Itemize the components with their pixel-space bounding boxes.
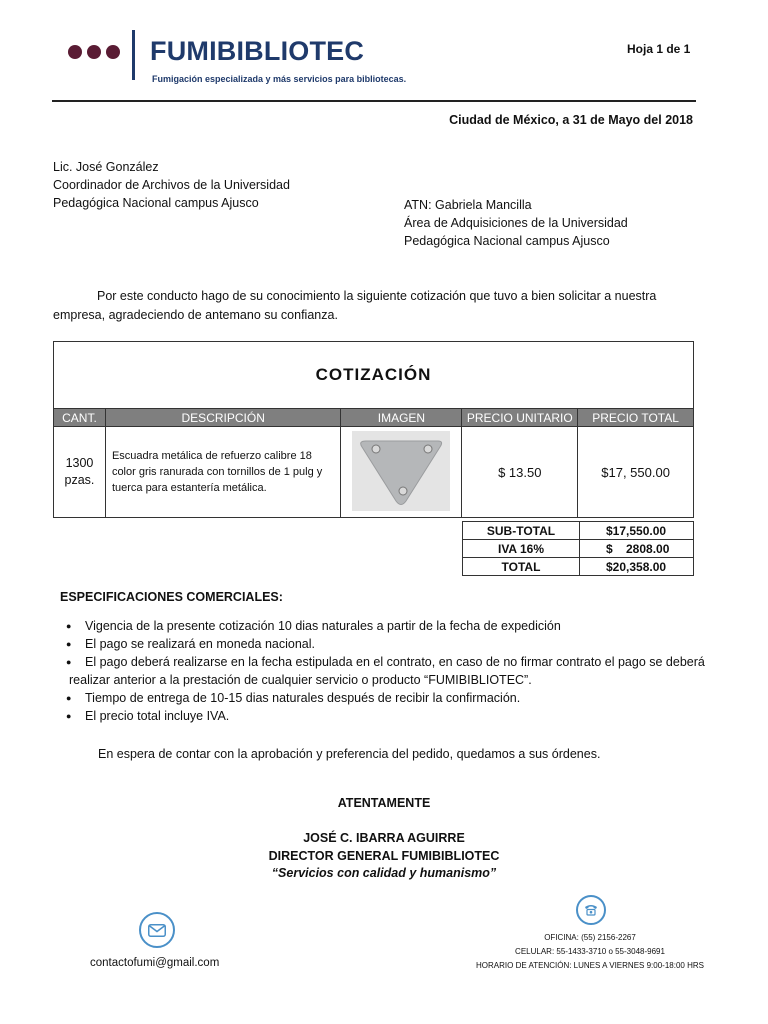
totals-table [462,521,694,576]
logo-dot [106,45,120,59]
logo-divider [132,30,135,80]
cell-phone: CELULAR: 55-1433-3710 o 55-3048-9691 [515,947,665,956]
column-header: CANT. [54,409,106,427]
list-item: ● Vigencia de la presente cotización 10 dias naturales a partir de la fecha de expedición [54,617,714,635]
totals-row [463,558,694,576]
column-header: DESCRIPCIÓN [105,409,341,427]
attention-block [404,196,628,250]
signer-name: JOSÉ C. IBARRA AGUIRRE [303,831,465,845]
recipient-line: Pedagógica Nacional campus Ajusco [53,196,259,210]
totals-value: $20,358.00 [580,558,694,576]
totals-label: IVA 16% [463,540,580,558]
envelope-icon [148,924,166,937]
logo-dot [68,45,82,59]
signer-position: DIRECTOR GENERAL FUMIBIBLIOTEC [268,849,500,863]
quantity-unit: pzas. [64,473,95,487]
logo-dots [68,45,120,59]
regards-label: ATENTAMENTE [337,796,431,810]
phone-icon [576,895,606,925]
intro-paragraph: Por este conducto hago de su conocimiento la siguiente cotización que tuvo a bien solicitar a nuestra empresa, agradeciendo de antemano su confianza. [53,289,657,322]
unit-price-cell: $ 13.50 [462,427,578,518]
attention-line: Pedagógica Nacional campus Ajusco [404,234,610,248]
quantity-cell [54,427,106,518]
quote-table [53,341,694,518]
company-name: FUMIBIBLIOTEC [150,36,365,66]
email-icon [139,912,175,948]
totals-label: TOTAL [463,558,580,576]
recipient-line: Coordinador de Archivos de la Universidad [53,178,290,192]
totals-value: $17,550.00 [580,522,694,540]
totals-row [463,522,694,540]
telephone-icon [584,904,598,916]
quantity-value: 1300 [65,456,94,470]
triangle-bracket-icon [352,431,450,511]
attention-line: Área de Adquisiciones de la Universidad [404,216,628,230]
quote-title: COTIZACIÓN [54,342,694,409]
specs-title: ESPECIFICACIONES COMERCIALES: [60,590,283,604]
table-row [54,427,694,518]
office-hours: HORARIO DE ATENCIÓN: LUNES A VIERNES 9:00-18:00 HRS [476,961,704,970]
attention-line: ATN: Gabriela Mancilla [404,198,532,212]
recipient-line: Lic. José González [53,160,159,174]
totals-label: SUB-TOTAL [463,522,580,540]
column-header: PRECIO TOTAL [578,409,694,427]
page-count: Hoja 1 de 1 [627,42,691,56]
list-item: ● Tiempo de entrega de 10-15 dias naturales después de recibir la confirmación. [54,689,714,707]
list-item: ● El precio total incluye IVA. [54,707,714,725]
list-item-continuation: realizar anterior a la prestación de cualquier servicio o producto “FUMIBIBLIOTEC”. [69,673,532,687]
recipient-block [53,158,290,212]
logo-dot [87,45,101,59]
column-header: PRECIO UNITARIO [462,409,578,427]
company-slogan: “Servicios con calidad y humanismo” [271,866,497,880]
email-address[interactable]: contactofumi@gmail.com [90,957,220,969]
product-image-cell [341,427,462,518]
closing-paragraph: En espera de contar con la aprobación y preferencia del pedido, quedamos a sus órdenes. [98,747,601,761]
total-price-cell: $17, 550.00 [578,427,694,518]
specs-list [54,617,714,725]
totals-row [463,540,694,558]
column-header: IMAGEN [341,409,462,427]
date-line: Ciudad de México, a 31 de Mayo del 2018 [449,113,693,127]
list-item: ● El pago deberá realizarse en la fecha estipulada en el contrato, en caso de no firmar contrato el pago se deberá realizar anterior a la prestación de cualquier servicio o producto “FUMIBIBLIOTEC”. [54,653,714,689]
company-tagline: Fumigación especializada y más servicios para bibliotecas. [152,74,407,84]
totals-value: $ 2808.00 [580,540,694,558]
office-phone: OFICINA: (55) 2156-2267 [544,933,636,942]
header-divider [52,100,696,102]
list-item: ● El pago se realizará en moneda nacional. [54,635,714,653]
description-cell: Escuadra metálica de refuerzo calibre 18 color gris ranurada con tornillos de 1 pulg y tuerca para estantería metálica. [105,427,341,518]
